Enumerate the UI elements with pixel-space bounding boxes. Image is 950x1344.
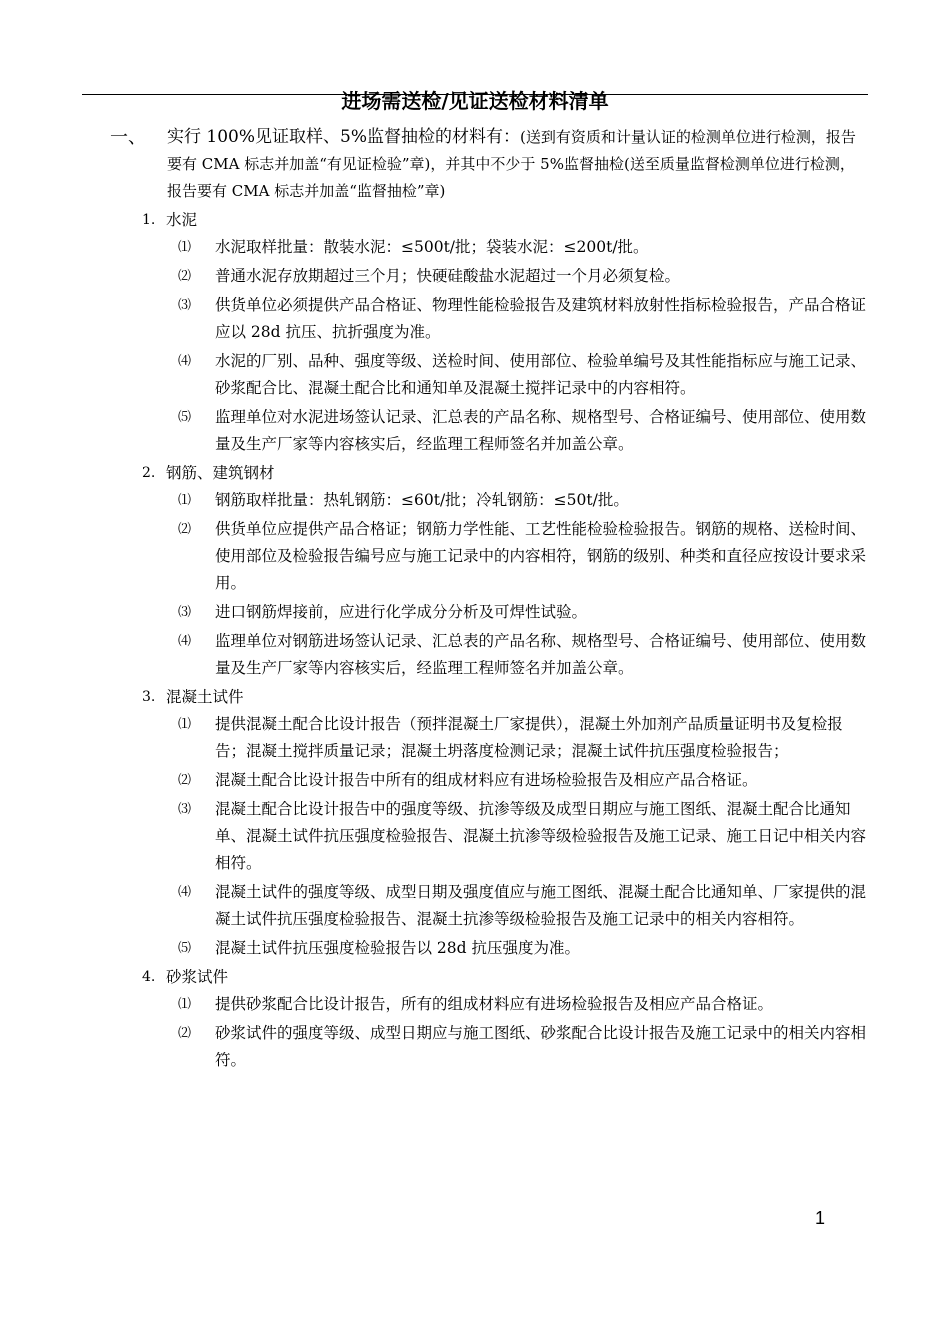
subsection-list: [0, 207, 950, 1074]
section-one: [0, 124, 950, 205]
list-item: [0, 263, 950, 290]
item-number: ⑴: [178, 493, 192, 508]
item-number: ⑵: [178, 773, 192, 788]
item-text: 提供砂浆配合比设计报告，所有的组成材料应有进场检验报告及相应产品合格证。: [215, 995, 774, 1013]
list-item: [0, 234, 950, 261]
item-text: 混凝土配合比设计报告中所有的组成材料应有进场检验报告及相应产品合格证。: [215, 771, 758, 789]
item-text: 砂浆试件的强度等级、成型日期应与施工图纸、砂浆配合比设计报告及施工记录中的相关内容相符。: [215, 1024, 867, 1069]
item-number: ⑴: [178, 997, 192, 1012]
subsection-heading: [0, 964, 950, 991]
list-item: [0, 487, 950, 514]
item-text: 普通水泥存放期超过三个月；快硬硅酸盐水泥超过一个月必须复检。: [215, 267, 681, 285]
item-number: ⑴: [178, 717, 192, 732]
item-number: ⑸: [178, 941, 192, 956]
section-lead: 实行 100%见证取样、5%监督抽检的材料有：: [167, 127, 520, 147]
item-number: ⑷: [178, 885, 192, 900]
list-item: [0, 348, 950, 402]
item-number: ⑵: [178, 1026, 192, 1041]
page-title: 进场需送检/见证送检材料清单: [341, 89, 609, 113]
document-body: [0, 124, 950, 1076]
item-text: 水泥的厂别、品种、强度等级、送检时间、使用部位、检验单编号及其性能指标应与施工记录、砂浆配合比、混凝土配合比和通知单及混凝土搅拌记录中的内容相符。: [215, 352, 867, 397]
subsection-number: 2.: [142, 465, 156, 481]
item-text: 提供混凝土配合比设计报告（预拌混凝土厂家提供），混凝土外加剂产品质量证明书及复检报告；混凝土搅拌质量记录；混凝土坍落度检测记录；混凝土试件抗压强度检验报告；: [215, 715, 843, 760]
item-text: 供货单位必须提供产品合格证、物理性能检验报告及建筑材料放射性指标检验报告，产品合格证应以 28d 抗压、抗折强度为准。: [215, 296, 867, 341]
list-item: [0, 767, 950, 794]
list-item: [0, 404, 950, 458]
subsection-title: 水泥: [166, 211, 198, 229]
list-item: [0, 292, 950, 346]
item-number: ⑸: [178, 410, 192, 425]
list-item: [0, 796, 950, 877]
subsection-heading: [0, 207, 950, 234]
section-description: (送到有资质和计量认证的检测单位进行检测，报告要有 CMA 标志并加盖“有见证检验”章)，并其中不少于 5%监督抽检(送至质量监督检测单位进行检测，报告要有 CMA 标志并加盖“监督抽检”章): [167, 128, 856, 200]
item-number: ⑵: [178, 522, 192, 537]
list-item: [0, 991, 950, 1018]
subsection-number: 4.: [142, 969, 156, 985]
item-text: 进口钢筋焊接前，应进行化学成分分析及可焊性试验。: [215, 603, 588, 621]
list-item: [0, 935, 950, 962]
item-number: ⑶: [178, 298, 192, 313]
subsection-title: 砂浆试件: [166, 968, 229, 986]
list-item: [0, 879, 950, 933]
subsection-number: 3.: [142, 689, 156, 705]
item-text: 监理单位对水泥进场签认记录、汇总表的产品名称、规格型号、合格证编号、使用部位、使用数量及生产厂家等内容核实后，经监理工程师签名并加盖公章。: [215, 408, 867, 453]
item-number: ⑶: [178, 802, 192, 817]
section-number: 一、: [110, 127, 146, 148]
subsection-title: 钢筋、建筑钢材: [166, 464, 275, 482]
item-number: ⑷: [178, 354, 192, 369]
subsection-title: 混凝土试件: [166, 688, 244, 706]
item-text: 水泥取样批量：散装水泥：≤500t/批；袋装水泥：≤200t/批。: [215, 238, 649, 256]
list-item: [0, 599, 950, 626]
subsection-number: 1.: [142, 212, 156, 228]
list-item: [0, 711, 950, 765]
list-item: [0, 628, 950, 682]
item-number: ⑶: [178, 605, 192, 620]
subsection-heading: [0, 460, 950, 487]
item-text: 监理单位对钢筋进场签认记录、汇总表的产品名称、规格型号、合格证编号、使用部位、使用数量及生产厂家等内容核实后，经监理工程师签名并加盖公章。: [215, 632, 867, 677]
item-text: 钢筋取样批量：热轧钢筋：≤60t/批；冷轧钢筋：≤50t/批。: [215, 491, 629, 509]
item-text: 混凝土配合比设计报告中的强度等级、抗渗等级及成型日期应与施工图纸、混凝土配合比通知单、混凝土试件抗压强度检验报告、混凝土抗渗等级检验报告及施工记录、施工日记中相关内容相符。: [215, 800, 867, 872]
subsection-heading: [0, 684, 950, 711]
item-text: 混凝土试件抗压强度检验报告以 28d 抗压强度为准。: [215, 939, 581, 957]
item-number: ⑵: [178, 269, 192, 284]
item-text: 供货单位应提供产品合格证；钢筋力学性能、工艺性能检验检验报告。钢筋的规格、送检时间、使用部位及检验报告编号应与施工记录中的内容相符，钢筋的级别、种类和直径应按设计要求采用。: [215, 520, 867, 592]
item-number: ⑴: [178, 240, 192, 255]
page-number: 1: [815, 1208, 826, 1228]
item-number: ⑷: [178, 634, 192, 649]
list-item: [0, 1020, 950, 1074]
item-text: 混凝土试件的强度等级、成型日期及强度值应与施工图纸、混凝土配合比通知单、厂家提供的混凝土试件抗压强度检验报告、混凝土抗渗等级检验报告及施工记录中的相关内容相符。: [215, 883, 867, 928]
list-item: [0, 516, 950, 597]
